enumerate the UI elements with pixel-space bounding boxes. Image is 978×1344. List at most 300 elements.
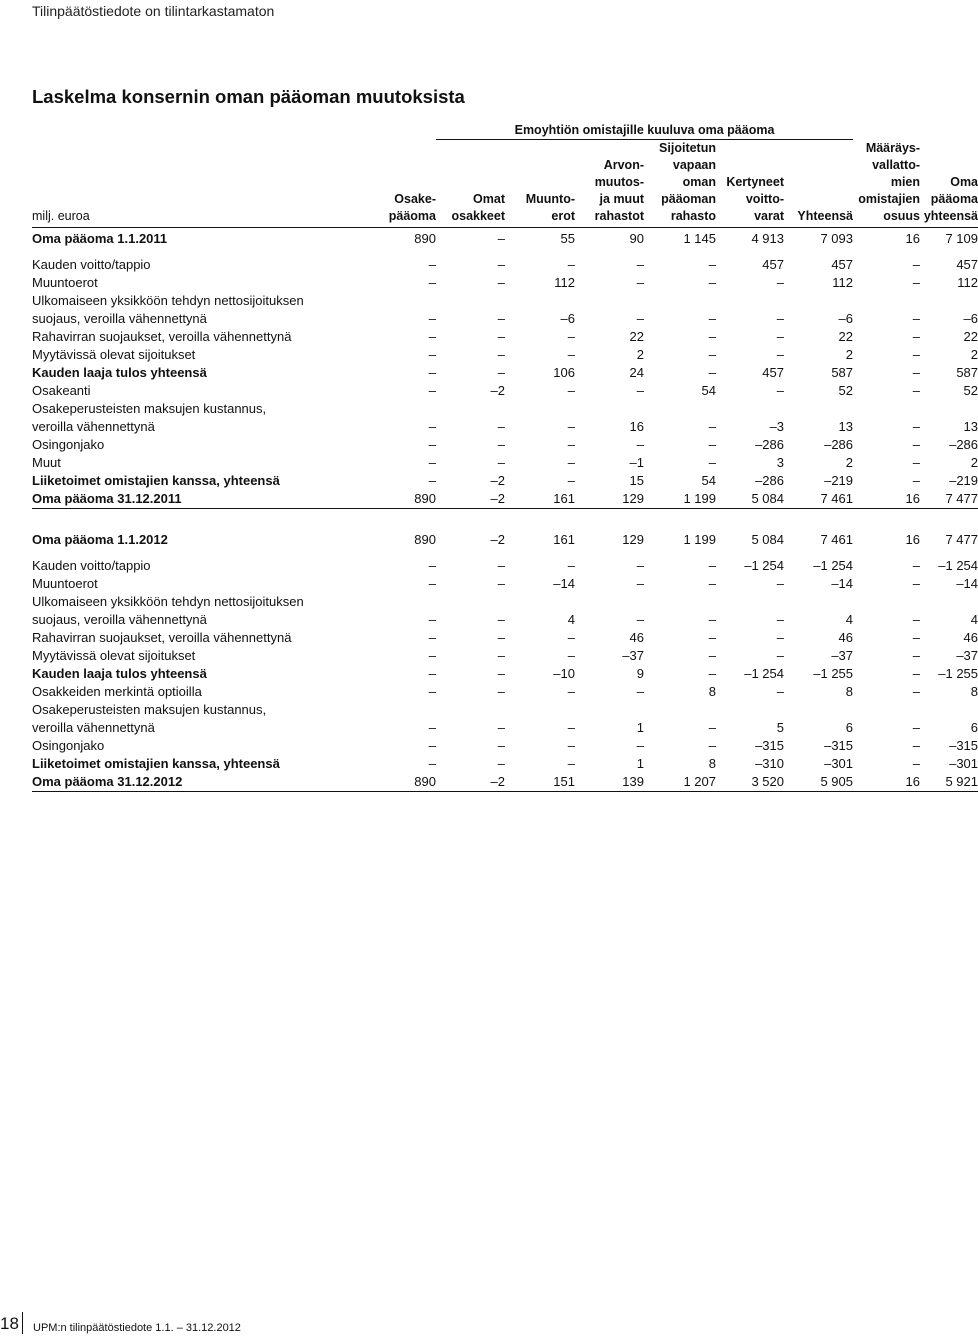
value-cell: –6 <box>963 311 978 326</box>
value-cell: 890 <box>414 532 436 547</box>
value-cell: – <box>708 720 716 735</box>
value-cell: – <box>912 275 921 290</box>
balance-row <box>32 531 978 549</box>
value-cell: – <box>497 630 505 645</box>
value-cell: –1 255 <box>938 666 978 681</box>
value-cell <box>575 593 644 611</box>
group-header: Emoyhtiön omistajille kuuluva oma pääoma <box>436 122 853 140</box>
row-label: Myytävissä olevat sijoitukset <box>32 347 196 362</box>
value-cell: –2 <box>490 532 505 547</box>
row-label: Rahavirran suojaukset, veroilla vähennettynä <box>32 329 292 344</box>
value-cell: –6 <box>560 311 575 326</box>
group-header-row <box>32 122 978 140</box>
value-cell: – <box>497 738 505 753</box>
value-cell: – <box>567 738 575 753</box>
value-cell <box>853 593 920 611</box>
value-cell: – <box>428 684 436 699</box>
value-cell: 1 199 <box>683 532 716 547</box>
value-cell: –2 <box>436 773 505 792</box>
column-header: Yhteensä <box>784 140 853 228</box>
value-cell: 55 <box>560 231 575 246</box>
value-cell: –14 <box>956 576 978 591</box>
value-cell: 6 <box>970 720 978 735</box>
value-cell: – <box>912 365 921 380</box>
value-cell: 7 461 <box>820 532 854 547</box>
value-cell: – <box>776 311 784 326</box>
row-label: Kauden voitto/tappio <box>32 257 151 272</box>
value-cell: 5 084 <box>716 490 784 509</box>
value-cell: – <box>912 257 921 272</box>
value-cell: – <box>428 365 436 380</box>
value-cell: – <box>636 275 644 290</box>
value-cell: –14 <box>553 576 575 591</box>
value-cell <box>436 400 505 418</box>
value-cell: – <box>497 684 505 699</box>
value-cell: – <box>567 558 575 573</box>
value-cell: 16 <box>853 773 920 792</box>
row-label: veroilla vähennettynä <box>32 419 155 434</box>
table-row <box>32 346 978 364</box>
value-cell: 7 461 <box>784 490 853 509</box>
value-cell: 54 <box>701 473 716 488</box>
value-cell: 1 <box>636 756 644 771</box>
value-cell: – <box>636 684 644 699</box>
row-label: Osingonjako <box>32 738 105 753</box>
value-cell: –1 254 <box>813 558 854 573</box>
value-cell: – <box>567 419 575 434</box>
value-cell <box>505 701 575 719</box>
value-cell: 22 <box>838 329 854 344</box>
table-row <box>32 436 978 454</box>
value-cell: 7 477 <box>920 490 978 509</box>
value-cell: – <box>497 455 505 470</box>
value-cell: 9 <box>636 666 644 681</box>
value-cell: – <box>708 666 716 681</box>
subtotal-row <box>32 755 978 773</box>
value-cell <box>716 593 784 611</box>
value-cell: – <box>912 311 921 326</box>
table-row <box>32 418 978 436</box>
unit-label: milj. euroa <box>32 140 372 228</box>
table-row <box>32 382 978 400</box>
value-cell <box>920 701 978 719</box>
value-cell: 16 <box>905 532 921 547</box>
value-cell <box>784 400 853 418</box>
value-cell: – <box>428 473 436 488</box>
value-cell: – <box>428 666 436 681</box>
footer-text: UPM:n tilinpäätöstiedote 1.1. – 31.12.2012 <box>33 1322 241 1334</box>
row-label: Myytävissä olevat sijoitukset <box>32 648 196 663</box>
value-cell: – <box>776 684 784 699</box>
value-cell: 7 477 <box>945 532 978 547</box>
value-cell: 2 <box>636 347 644 362</box>
value-cell: 890 <box>414 231 436 246</box>
value-cell: 151 <box>505 773 575 792</box>
row-label: Oma pääoma 31.12.2011 <box>32 490 372 509</box>
value-cell: 2 <box>845 455 854 470</box>
value-cell: 52 <box>963 383 978 398</box>
value-cell: – <box>428 419 436 434</box>
value-cell: – <box>567 630 575 645</box>
value-cell: – <box>912 437 921 452</box>
value-cell: –286 <box>755 437 784 452</box>
value-cell: – <box>497 612 505 627</box>
value-cell: – <box>912 630 921 645</box>
table-row <box>32 719 978 737</box>
balance-row <box>32 228 978 249</box>
value-cell: – <box>776 576 784 591</box>
value-cell: – <box>497 311 505 326</box>
value-cell <box>372 400 436 418</box>
subtotal-row <box>32 665 978 683</box>
value-cell: – <box>912 383 921 398</box>
value-cell: 129 <box>622 532 644 547</box>
value-cell: 16 <box>905 231 921 246</box>
value-cell <box>920 593 978 611</box>
value-cell <box>853 400 920 418</box>
value-cell: 7 109 <box>945 231 978 246</box>
column-header-row <box>32 140 978 228</box>
value-cell: 4 <box>845 612 854 627</box>
value-cell: –315 <box>949 738 978 753</box>
value-cell: 2 <box>970 455 978 470</box>
value-cell: –3 <box>769 419 784 434</box>
value-cell: 890 <box>372 490 436 509</box>
value-cell: – <box>497 576 505 591</box>
value-cell: – <box>497 257 505 272</box>
value-cell: –286 <box>949 437 978 452</box>
value-cell: 3 <box>776 455 784 470</box>
value-cell: – <box>776 275 784 290</box>
table-row <box>32 328 978 346</box>
table-body <box>32 228 978 792</box>
value-cell: 6 <box>845 720 854 735</box>
row-label: Osakeperusteisten maksujen kustannus, <box>32 401 267 416</box>
value-cell: – <box>708 738 716 753</box>
value-cell <box>644 400 716 418</box>
value-cell: – <box>428 347 436 362</box>
value-cell: – <box>708 257 716 272</box>
table-row <box>32 575 978 593</box>
value-cell: – <box>776 347 784 362</box>
value-cell: – <box>497 365 505 380</box>
row-label: Osakkeiden merkintä optioilla <box>32 684 202 699</box>
value-cell: –219 <box>824 473 854 488</box>
value-cell <box>575 701 644 719</box>
value-cell <box>436 292 505 310</box>
value-cell: – <box>708 311 716 326</box>
value-cell: 7 093 <box>820 231 854 246</box>
table-row <box>32 629 978 647</box>
value-cell: 22 <box>629 329 644 344</box>
value-cell: – <box>912 612 921 627</box>
row-label: suojaus, veroilla vähennettynä <box>32 612 207 627</box>
value-cell: 15 <box>629 473 644 488</box>
value-cell: – <box>497 437 505 452</box>
subtotal-row <box>32 364 978 382</box>
value-cell: – <box>708 347 716 362</box>
row-label: veroilla vähennettynä <box>32 720 155 735</box>
value-cell: – <box>497 347 505 362</box>
balance-row <box>32 773 978 792</box>
value-cell: – <box>497 720 505 735</box>
spacer-cell <box>32 509 978 532</box>
value-cell: – <box>428 383 436 398</box>
value-cell: – <box>567 329 575 344</box>
value-cell <box>372 593 436 611</box>
value-cell: – <box>708 576 716 591</box>
value-cell: 457 <box>831 257 854 272</box>
table-row <box>32 400 978 418</box>
value-cell: 46 <box>963 630 978 645</box>
row-label: Kauden laaja tulos yhteensä <box>32 666 207 681</box>
value-cell: – <box>567 437 575 452</box>
value-cell: – <box>708 365 716 380</box>
value-cell: – <box>497 756 505 771</box>
value-cell: 46 <box>629 630 644 645</box>
value-cell: – <box>636 612 644 627</box>
value-cell: 4 913 <box>751 231 784 246</box>
value-cell: 4 <box>970 612 978 627</box>
value-cell: 1 199 <box>644 490 716 509</box>
row-label: Osakeperusteisten maksujen kustannus, <box>32 702 267 717</box>
value-cell: – <box>497 329 505 344</box>
value-cell: 2 <box>970 347 978 362</box>
value-cell: – <box>708 455 716 470</box>
value-cell: –301 <box>824 756 854 771</box>
value-cell: –10 <box>553 666 575 681</box>
value-cell: – <box>776 612 784 627</box>
table-row <box>32 611 978 629</box>
value-cell: 587 <box>956 365 978 380</box>
value-cell: – <box>912 329 921 344</box>
value-cell: – <box>497 648 505 663</box>
spacer-cell <box>32 549 978 557</box>
value-cell <box>644 701 716 719</box>
value-cell: – <box>708 437 716 452</box>
value-cell: –1 254 <box>744 666 784 681</box>
value-cell: 5 921 <box>920 773 978 792</box>
value-cell: – <box>636 257 644 272</box>
value-cell: –219 <box>949 473 978 488</box>
value-cell: – <box>912 738 921 753</box>
table-row <box>32 256 978 274</box>
value-cell: –2 <box>490 473 505 488</box>
page-number: 18 <box>0 1314 19 1333</box>
value-cell: –315 <box>755 738 784 753</box>
value-cell: –1 255 <box>813 666 854 681</box>
column-header: Muunto- erot <box>505 140 575 228</box>
value-cell: 8 <box>845 684 854 699</box>
footer-divider <box>22 1312 23 1334</box>
table-row <box>32 292 978 310</box>
value-cell: 1 145 <box>683 231 716 246</box>
value-cell: 161 <box>505 490 575 509</box>
value-cell <box>372 292 436 310</box>
value-cell: – <box>428 648 436 663</box>
value-cell: – <box>428 720 436 735</box>
value-cell: 112 <box>554 275 575 290</box>
value-cell: – <box>428 311 436 326</box>
column-header: Oma pääoma yhteensä <box>920 140 978 228</box>
value-cell <box>853 701 920 719</box>
column-header: Määräys- vallatto- mien omistajien osuus <box>853 140 920 228</box>
value-cell: – <box>567 684 575 699</box>
row-label: Oma pääoma 1.1.2011 <box>32 231 168 246</box>
column-header: Kertyneet voitto- varat <box>716 140 784 228</box>
value-cell <box>372 701 436 719</box>
value-cell: – <box>428 756 436 771</box>
value-cell: – <box>428 558 436 573</box>
value-cell: – <box>636 383 644 398</box>
value-cell: – <box>912 648 921 663</box>
value-cell: –2 <box>436 490 505 509</box>
value-cell: 22 <box>963 329 978 344</box>
value-cell: 129 <box>575 490 644 509</box>
value-cell: – <box>776 383 784 398</box>
value-cell: 13 <box>838 419 854 434</box>
value-cell: –14 <box>831 576 854 591</box>
value-cell <box>575 292 644 310</box>
balance-row <box>32 490 978 509</box>
value-cell: 4 <box>567 612 575 627</box>
value-cell: – <box>776 329 784 344</box>
value-cell: 2 <box>845 347 854 362</box>
value-cell <box>505 292 575 310</box>
value-cell: – <box>497 558 505 573</box>
row-label: Ulkomaiseen yksikköön tehdyn nettosijoituksen <box>32 293 304 308</box>
page-title: Laskelma konsernin oman pääoman muutoksista <box>32 86 465 107</box>
table-row <box>32 557 978 575</box>
table-row <box>32 593 978 611</box>
row-label: Liiketoimet omistajien kanssa, yhteensä <box>32 473 280 488</box>
equity-changes-table <box>32 122 978 792</box>
value-cell <box>505 400 575 418</box>
value-cell: – <box>567 720 575 735</box>
value-cell <box>716 400 784 418</box>
value-cell: – <box>497 275 505 290</box>
row-label: Kauden laaja tulos yhteensä <box>32 365 207 380</box>
column-header: Osake- pääoma <box>372 140 436 228</box>
value-cell: 457 <box>762 257 784 272</box>
value-cell: – <box>912 347 921 362</box>
value-cell: – <box>428 612 436 627</box>
spacer-cell <box>32 248 978 256</box>
value-cell: 161 <box>553 532 575 547</box>
value-cell: 890 <box>372 773 436 792</box>
value-cell: – <box>636 738 644 753</box>
value-cell: – <box>708 648 716 663</box>
table-row <box>32 701 978 719</box>
value-cell: –1 <box>629 455 644 470</box>
column-header: Omat osakkeet <box>436 140 505 228</box>
table-row <box>32 454 978 472</box>
value-cell: 5 905 <box>784 773 853 792</box>
value-cell: – <box>912 666 921 681</box>
value-cell: – <box>567 473 575 488</box>
value-cell <box>716 292 784 310</box>
value-cell: – <box>428 275 436 290</box>
value-cell: –286 <box>755 473 784 488</box>
value-cell: –37 <box>622 648 644 663</box>
value-cell: 5 <box>776 720 784 735</box>
value-cell: – <box>912 558 921 573</box>
value-cell: 1 <box>636 720 644 735</box>
spacer-row <box>32 509 978 532</box>
value-cell: – <box>912 419 921 434</box>
value-cell: 3 520 <box>716 773 784 792</box>
value-cell <box>644 292 716 310</box>
value-cell: – <box>636 576 644 591</box>
value-cell: 8 <box>708 684 716 699</box>
table-row <box>32 274 978 292</box>
row-label: Muut <box>32 455 61 470</box>
value-cell: – <box>636 558 644 573</box>
value-cell <box>575 400 644 418</box>
value-cell: 8 <box>970 684 978 699</box>
value-cell: – <box>776 630 784 645</box>
value-cell: –1 254 <box>744 558 784 573</box>
value-cell: – <box>567 648 575 663</box>
value-cell: – <box>567 383 575 398</box>
value-cell: – <box>708 630 716 645</box>
value-cell: –310 <box>755 756 784 771</box>
row-label: Rahavirran suojaukset, veroilla vähennettynä <box>32 630 292 645</box>
value-cell: – <box>708 419 716 434</box>
value-cell: – <box>428 455 436 470</box>
value-cell: – <box>567 347 575 362</box>
value-cell: – <box>912 473 921 488</box>
value-cell: – <box>428 437 436 452</box>
table-row <box>32 310 978 328</box>
row-label: Oma pääoma 1.1.2012 <box>32 532 168 547</box>
row-label: Oma pääoma 31.12.2012 <box>32 773 372 792</box>
value-cell: – <box>776 648 784 663</box>
column-header: Arvon- muutos- ja muut rahastot <box>575 140 644 228</box>
value-cell: 24 <box>629 365 644 380</box>
value-cell <box>853 292 920 310</box>
value-cell: – <box>708 329 716 344</box>
value-cell: – <box>567 455 575 470</box>
value-cell: –315 <box>824 738 854 753</box>
value-cell: 16 <box>853 490 920 509</box>
value-cell: 90 <box>629 231 644 246</box>
value-cell <box>505 593 575 611</box>
value-cell: – <box>708 612 716 627</box>
value-cell <box>644 593 716 611</box>
value-cell: – <box>912 684 921 699</box>
value-cell: 139 <box>575 773 644 792</box>
value-cell: –286 <box>824 437 854 452</box>
value-cell: – <box>912 455 921 470</box>
column-header: Sijoitetun vapaan oman pääoman rahasto <box>644 140 716 228</box>
value-cell: – <box>567 756 575 771</box>
value-cell: – <box>428 576 436 591</box>
row-label: Liiketoimet omistajien kanssa, yhteensä <box>32 756 280 771</box>
value-cell: – <box>708 558 716 573</box>
value-cell <box>716 701 784 719</box>
value-cell: 13 <box>963 419 978 434</box>
value-cell: – <box>497 231 505 246</box>
value-cell <box>784 593 853 611</box>
table-row <box>32 647 978 665</box>
value-cell: 5 084 <box>751 532 784 547</box>
spacer-row <box>32 248 978 256</box>
value-cell: 54 <box>701 383 716 398</box>
value-cell <box>436 593 505 611</box>
value-cell: 106 <box>553 365 575 380</box>
value-cell: 8 <box>708 756 716 771</box>
